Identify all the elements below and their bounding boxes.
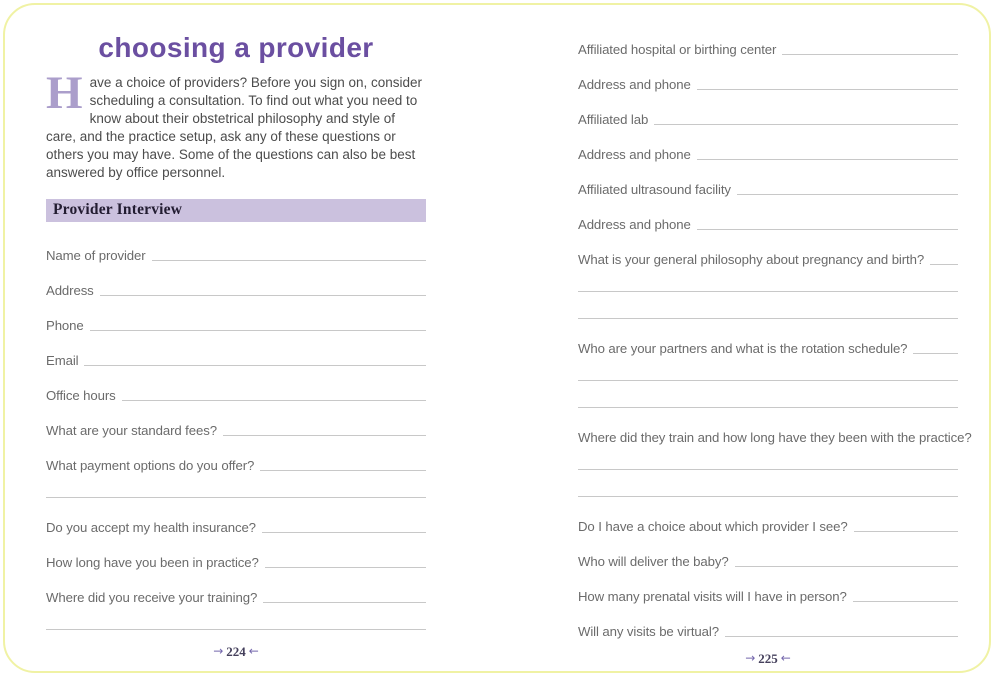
blank-line[interactable] [913, 352, 958, 354]
field-label: Affiliated ultrasound facility [578, 182, 731, 197]
form-row [578, 58, 958, 93]
form-row [46, 334, 426, 369]
form-row [578, 411, 972, 446]
blank-line[interactable] [46, 496, 426, 498]
right-page [578, 16, 972, 667]
blank-line[interactable] [262, 531, 426, 533]
field-label: Who are your partners and what is the rotation schedule? [578, 341, 908, 356]
blank-line[interactable] [654, 123, 958, 125]
blank-line[interactable] [122, 399, 426, 401]
field-label: Email [46, 353, 79, 368]
right-arrow-icon: → [213, 644, 224, 658]
blank-line[interactable] [90, 329, 426, 331]
field-label: What payment options do you offer? [46, 458, 255, 473]
form-row [46, 404, 426, 439]
right-form-fields [578, 23, 972, 640]
form-row [578, 322, 958, 357]
blank-line[interactable] [578, 317, 958, 319]
field-label: Where did you receive your training? [46, 590, 258, 605]
blank-line[interactable] [578, 406, 958, 408]
form-row [578, 93, 958, 128]
field-label: Name of provider [46, 248, 146, 263]
field-label: Address and phone [578, 77, 691, 92]
field-label: Phone [46, 318, 84, 333]
form-row [578, 268, 958, 295]
field-label: Who will deliver the baby? [578, 554, 729, 569]
field-label: Affiliated hospital or birthing center [578, 42, 777, 57]
page-number-text: 224 [226, 644, 246, 659]
blank-line[interactable] [263, 601, 426, 603]
form-row [46, 501, 426, 536]
form-row [578, 605, 958, 640]
page-title: choosing a provider [98, 32, 374, 63]
blank-line[interactable] [265, 566, 426, 568]
form-row [578, 198, 958, 233]
form-row [46, 536, 426, 571]
book-spread [3, 3, 991, 673]
blank-line[interactable] [854, 530, 958, 532]
page-number-left [46, 644, 426, 660]
field-label: Office hours [46, 388, 116, 403]
form-row [578, 535, 958, 570]
form-row [46, 606, 426, 633]
blank-line[interactable] [46, 628, 426, 630]
intro-paragraph [46, 67, 426, 182]
blank-line[interactable] [223, 434, 426, 436]
blank-line[interactable] [930, 263, 958, 265]
intro-text: ave a choice of providers? Before you sign on, consider scheduling a consultation. To find out what you need to know about their obstetrical philosophy and style of care, and the practice setup, ask any of these questions or others you may have. Some of the questions can also be best answered by office personnel. [46, 75, 423, 180]
field-label: Address [46, 283, 94, 298]
form-row [46, 229, 426, 264]
field-label: How many prenatal visits will I have in person? [578, 589, 847, 604]
blank-line[interactable] [84, 364, 426, 366]
form-row [578, 295, 958, 322]
page-number-text: 225 [758, 651, 778, 666]
blank-line[interactable] [697, 88, 958, 90]
blank-line[interactable] [853, 600, 958, 602]
blank-line[interactable] [152, 259, 426, 261]
form-row [578, 23, 958, 58]
form-row [578, 446, 958, 473]
left-form-fields [46, 229, 426, 633]
form-row [578, 384, 958, 411]
form-row [578, 500, 958, 535]
field-label: What is your general philosophy about pregnancy and birth? [578, 252, 925, 267]
field-label: Will any visits be virtual? [578, 624, 719, 639]
blank-line[interactable] [260, 469, 426, 471]
form-row [46, 474, 426, 501]
left-page [46, 5, 426, 660]
form-row [46, 299, 426, 334]
field-label: How long have you been in practice? [46, 555, 259, 570]
form-row [46, 264, 426, 299]
left-arrow-icon: ← [780, 651, 791, 665]
form-row [578, 570, 958, 605]
blank-line[interactable] [782, 53, 958, 55]
field-label: Address and phone [578, 217, 691, 232]
form-row [578, 128, 958, 163]
blank-line[interactable] [578, 495, 958, 497]
form-row [46, 369, 426, 404]
field-label: Do you accept my health insurance? [46, 520, 256, 535]
field-label: Affiliated lab [578, 112, 649, 127]
blank-line[interactable] [100, 294, 426, 296]
form-row [46, 439, 426, 474]
blank-line[interactable] [578, 290, 958, 292]
form-row [578, 233, 958, 268]
blank-line[interactable] [735, 565, 958, 567]
form-row [46, 571, 426, 606]
field-label: What are your standard fees? [46, 423, 217, 438]
field-label: Where did they train and how long have they been with the practice? [578, 430, 972, 445]
field-label: Do I have a choice about which provider I see? [578, 519, 848, 534]
form-row [578, 473, 958, 500]
blank-line[interactable] [725, 635, 958, 637]
blank-line[interactable] [697, 228, 958, 230]
section-header-provider-interview: Provider Interview [46, 199, 426, 222]
page-number-right [578, 651, 958, 667]
form-row [578, 163, 958, 198]
left-arrow-icon: ← [248, 644, 259, 658]
right-arrow-icon: → [745, 651, 756, 665]
blank-line[interactable] [578, 468, 958, 470]
field-label: Address and phone [578, 147, 691, 162]
blank-line[interactable] [737, 193, 958, 195]
form-row [578, 357, 958, 384]
blank-line[interactable] [578, 379, 958, 381]
dropcap: H [46, 67, 83, 119]
blank-line[interactable] [697, 158, 958, 160]
